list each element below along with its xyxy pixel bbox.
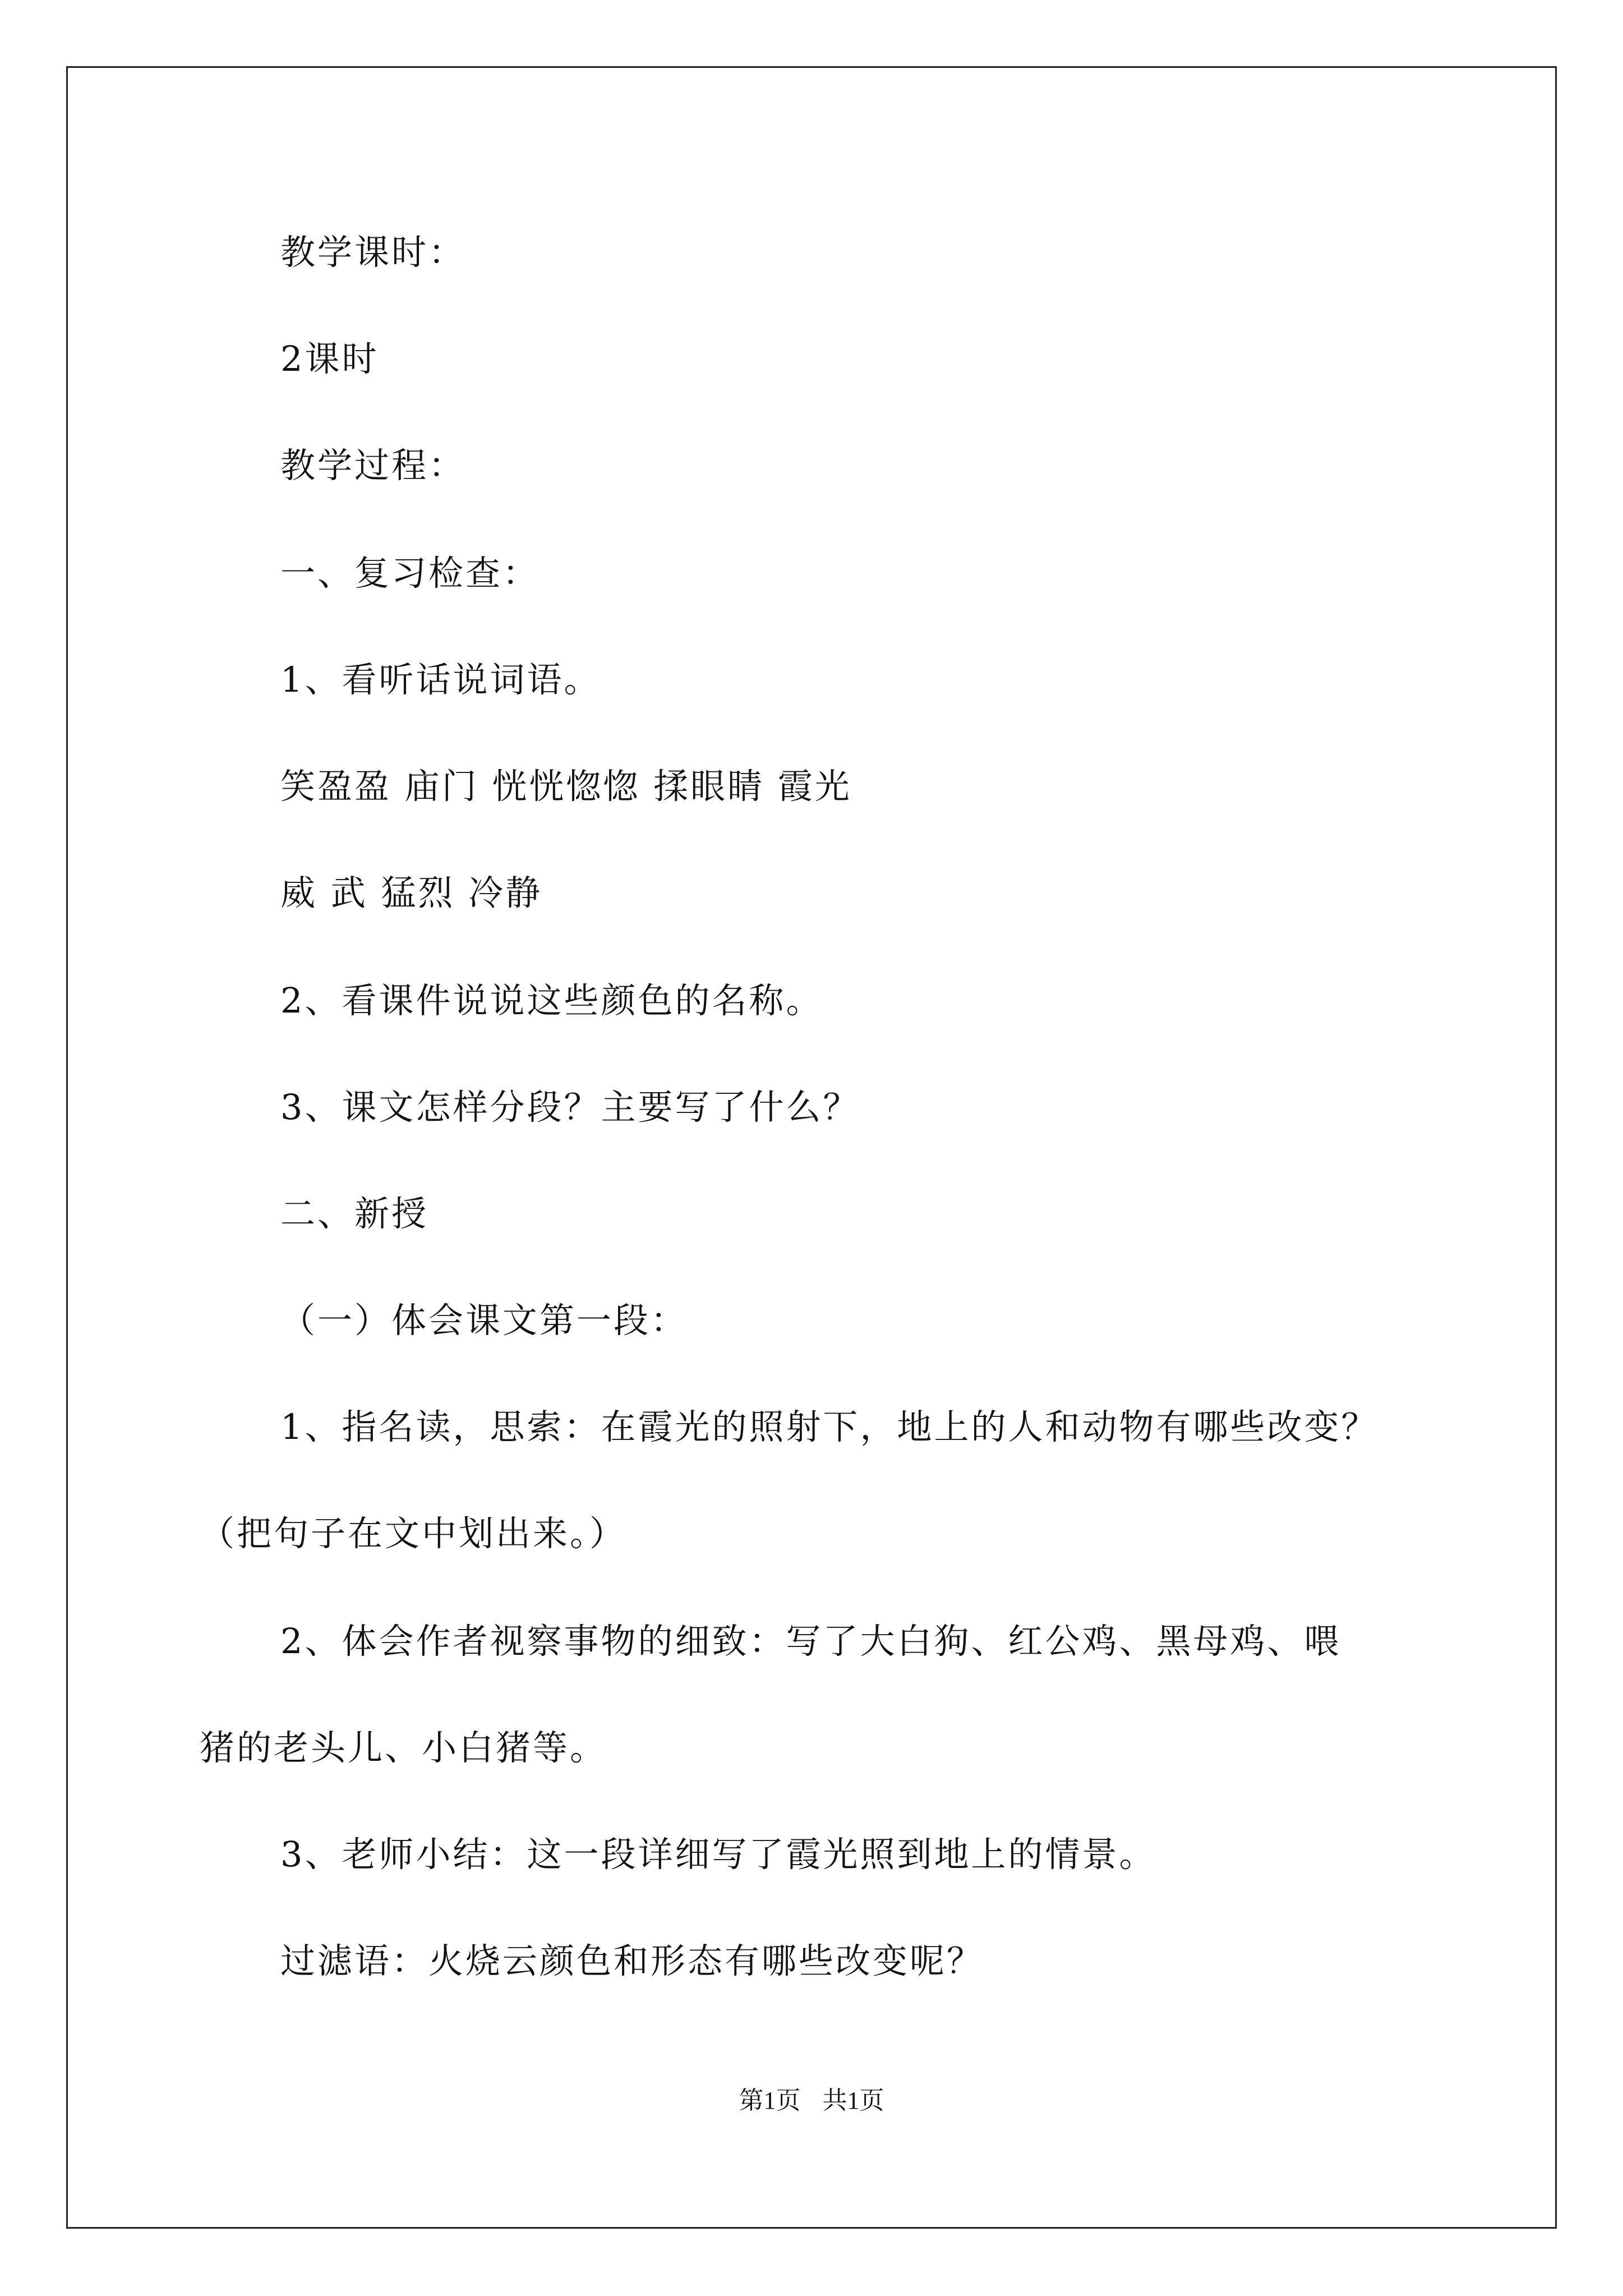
text-line-new-item-2: 2、体会作者视察事物的细致：写了大白狗、红公鸡、黑母鸡、喂 bbox=[280, 1621, 1341, 1662]
text-line-vocab-row-2: 威 武 猛烈 冷静 bbox=[280, 872, 543, 913]
text-line-new-item-1-cont: （把句子在文中划出来。） bbox=[200, 1513, 627, 1554]
text-line-section-new: 二、新授 bbox=[280, 1193, 429, 1234]
text-line-section-review: 一、复习检查： bbox=[280, 553, 540, 593]
text-line-review-item-1: 1、看听话说词语。 bbox=[280, 659, 601, 700]
text-line-review-item-2: 2、看课件说说这些颜色的名称。 bbox=[280, 980, 823, 1021]
text-line-subsection-1: （一）体会课文第一段： bbox=[280, 1300, 688, 1341]
page-footer bbox=[0, 2084, 1623, 2118]
text-line-lesson-hours-label: 教学课时： bbox=[280, 232, 466, 273]
text-line-new-item-3: 3、老师小结：这一段详细写了霞光照到地上的情景。 bbox=[280, 1834, 1156, 1875]
page-border bbox=[66, 66, 1557, 2229]
text-line-new-item-1: 1、指名读，思索：在霞光的照射下，地上的人和动物有哪些改变？ bbox=[280, 1406, 1378, 1447]
text-line-process-label: 教学过程： bbox=[280, 445, 466, 486]
text-line-review-item-3: 3、课文怎样分段？主要写了什么？ bbox=[280, 1087, 860, 1128]
text-line-vocab-row-1: 笑盈盈 庙门 恍恍惚惚 揉眼睛 霞光 bbox=[280, 766, 852, 807]
text-line-lesson-hours-value: 2课时 bbox=[280, 338, 379, 379]
page-number-current: 第1页 bbox=[739, 2087, 801, 2114]
page-number-total: 共1页 bbox=[822, 2087, 884, 2114]
text-line-new-item-2-cont: 猪的老头儿、小白猪等。 bbox=[200, 1727, 607, 1768]
text-line-transition: 过滤语：火烧云颜色和形态有哪些改变呢？ bbox=[280, 1940, 984, 1981]
